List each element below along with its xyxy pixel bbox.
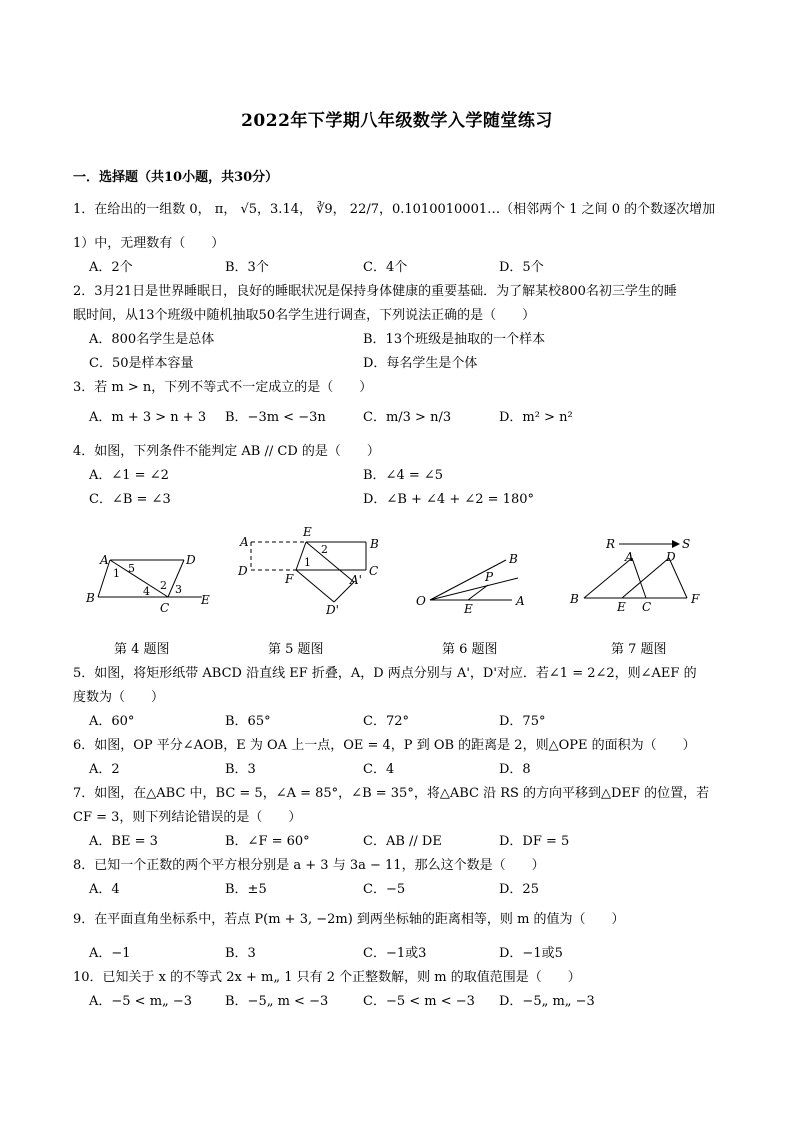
fig5-angle-1: 1 [304,556,311,569]
q3-option-d[interactable]: D．m² > n² [499,410,573,425]
fig7-label-b: B [570,592,579,606]
fig5-label-d-prime: D' [326,603,339,617]
fig7-line-ac [632,558,646,598]
fig7-label-r: R [606,537,616,551]
fig4-angle-3: 3 [175,583,182,596]
fig6-label-b: B [509,552,518,566]
fig4-label-e: E [201,593,210,607]
fig7-label-d: D [666,550,676,564]
fig6-ray-ob [430,560,506,600]
fig7-label-f: F [691,592,700,606]
page-title: 2022年下学期八年级数学入学随堂练习 [241,111,553,131]
q2-line1: 2．3月21日是世界睡眠日，良好的睡眠状况是保持身体健康的重要基础．为了解某校800名初三学生的睡 [73,284,677,299]
q10-line1: 10．已知关于 x 的不等式 2x + m„ 1 只有 2 个正整数解，则 m 的取值范围是（ ） [73,970,581,985]
q2-option-b[interactable]: B．13个班级是抽取的一个样本 [363,332,546,347]
q6-option-a[interactable]: A．2 [89,762,120,777]
fig7-line-de [622,558,669,598]
q4-option-c[interactable]: C．∠B = ∠3 [89,492,171,507]
fig5-label-e: E [303,525,312,539]
q10-option-d[interactable]: D．−5„ m„ −3 [499,994,595,1009]
section-heading: 一．选择题（共10小题，共30分） [73,170,279,185]
q4-option-d[interactable]: D．∠B + ∠4 + ∠2 = 180° [363,492,534,507]
figure-6-caption: 第 6 题图 [442,642,498,657]
q2-line2: 眠时间，从13个班级中随机抽取50名学生进行调查，下列说法正确的是（ ） [73,308,536,323]
q10-option-c[interactable]: C．−5 < m < −3 [363,994,475,1009]
q6-line1: 6．如图，OP 平分∠AOB，E 为 OA 上一点，OE = 4，P 到 OB 的距离是 2，则△OPE 的面积为（ ） [73,738,696,753]
fig7-label-e: E [617,600,626,614]
fig5-label-d: D [238,564,248,578]
q8-line1: 8．已知一个正数的两个平方根分别是 a + 3 与 3a − 11，那么这个数是（ ） [73,858,545,873]
q2-option-c[interactable]: C．50是样本容量 [89,356,194,371]
fig5-label-f: F [285,572,294,586]
q5-option-a[interactable]: A．60° [89,714,135,729]
q4-line1: 4．如图，下列条件不能判定 AB // CD 的是（ ） [73,444,380,459]
fig6-label-p: P [485,570,494,584]
fig4-angle-1: 1 [113,567,120,580]
fig6-label-e: E [464,602,473,616]
fig5-label-b: B [370,537,379,551]
q9-option-b[interactable]: B．3 [225,946,256,961]
q5-option-c[interactable]: C．72° [363,714,409,729]
q9-option-c[interactable]: C．−1或3 [363,946,427,961]
q7-option-c[interactable]: C．AB // DE [363,834,442,849]
fig6-ray-op [430,578,518,600]
q8-option-a[interactable]: A．4 [89,882,120,897]
q2-option-d[interactable]: D．每名学生是个体 [363,356,478,371]
figure-7 [564,530,714,620]
fig5-line-fd [296,570,334,602]
figure-7-caption: 第 7 题图 [611,642,667,657]
q7-line2: CF = 3，则下列结论错误的是（ ） [73,810,302,825]
q5-option-d[interactable]: D．75° [499,714,546,729]
fig7-arrowhead [672,540,680,548]
fig4-angle-5: 5 [128,562,135,575]
q1-option-d[interactable]: D．5个 [499,260,544,275]
q9-line1: 9．在平面直角坐标系中，若点 P(m + 3, −2m) 到两坐标轴的距离相等，则 m 的值为（ ） [73,912,625,927]
q1-line2: 1）中，无理数有（ ） [73,236,225,251]
q1-option-a[interactable]: A．2个 [89,260,133,275]
q4-option-a[interactable]: A．∠1 = ∠2 [89,468,169,483]
fig4-angle-2: 2 [160,579,167,592]
q8-option-d[interactable]: D．25 [499,882,539,897]
q10-option-a[interactable]: A．−5 < m„ −3 [89,994,193,1009]
q8-option-b[interactable]: B．±5 [225,882,267,897]
fig5-label-a-prime: A' [350,573,362,587]
fig4-angle-4: 4 [143,585,150,598]
q5-line1: 5．如图，将矩形纸带 ABCD 沿直线 EF 折叠，A，D 两点分别与 A'，D'对应．若∠1 = 2∠2，则∠AEF 的 [73,666,697,681]
fig5-label-a: A [240,535,249,549]
q10-option-b[interactable]: B．−5„ m < −3 [225,994,329,1009]
q6-option-d[interactable]: D．8 [499,762,531,777]
figure-4-caption: 第 4 题图 [114,642,170,657]
fig5-angle-2: 2 [321,543,328,556]
fig7-line-ab [584,558,632,598]
fig6-label-a: A [516,594,525,608]
q3-option-c[interactable]: C．m/3 > n/3 [363,410,452,425]
q3-option-a[interactable]: A．m + 3 > n + 3 [89,410,207,425]
q9-option-a[interactable]: A．−1 [89,946,131,961]
q7-option-b[interactable]: B．∠F = 60° [225,834,310,849]
figure-5-caption: 第 5 题图 [268,642,324,657]
q4-option-b[interactable]: B．∠4 = ∠5 [363,468,444,483]
fig4-label-c: C [160,601,170,615]
fig5-line-ea [306,542,354,582]
q7-line1: 7．如图，在△ABC 中，BC = 5，∠A = 85°，∠B = 35°，将△ABC 沿 RS 的方向平移到△DEF 的位置，若 [73,786,710,801]
q6-option-c[interactable]: C．4 [363,762,395,777]
q7-option-d[interactable]: D．DF = 5 [499,834,570,849]
q2-option-a[interactable]: A．800名学生是总体 [89,332,215,347]
q7-option-a[interactable]: A．BE = 3 [89,834,158,849]
q9-option-d[interactable]: D．−1或5 [499,946,563,961]
figure-4 [80,540,220,620]
fig4-label-a: A [100,553,109,567]
fig7-label-c: C [642,600,652,614]
fig6-label-o: O [416,594,426,608]
q6-option-b[interactable]: B．3 [225,762,256,777]
figure-6 [412,545,542,620]
fig6-segment-ep [468,585,488,600]
q8-option-c[interactable]: C．−5 [363,882,406,897]
q5-line2: 度数为（ ） [73,690,165,705]
fig7-line-df [669,558,687,598]
q3-option-b[interactable]: B．−3m < −3n [225,410,326,425]
q5-option-b[interactable]: B．65° [225,714,271,729]
fig5-label-c: C [369,564,379,578]
q1-option-b[interactable]: B．3个 [225,260,269,275]
fig4-label-b: B [86,591,95,605]
q1-line1: 1．在给出的一组数 0， π， √5，3.14， ∛9， 22/7，0.1010010001…（相邻两个 1 之间 0 的个数逐次增加 [73,202,716,217]
q3-line1: 3．若 m > n，下列不等式不一定成立的是（ ） [73,380,373,395]
fig4-label-d: D [186,553,196,567]
q1-option-c[interactable]: C．4个 [363,260,408,275]
fig7-label-s: S [682,537,691,551]
figure-5 [236,522,386,622]
fig7-label-a: A [625,550,634,564]
